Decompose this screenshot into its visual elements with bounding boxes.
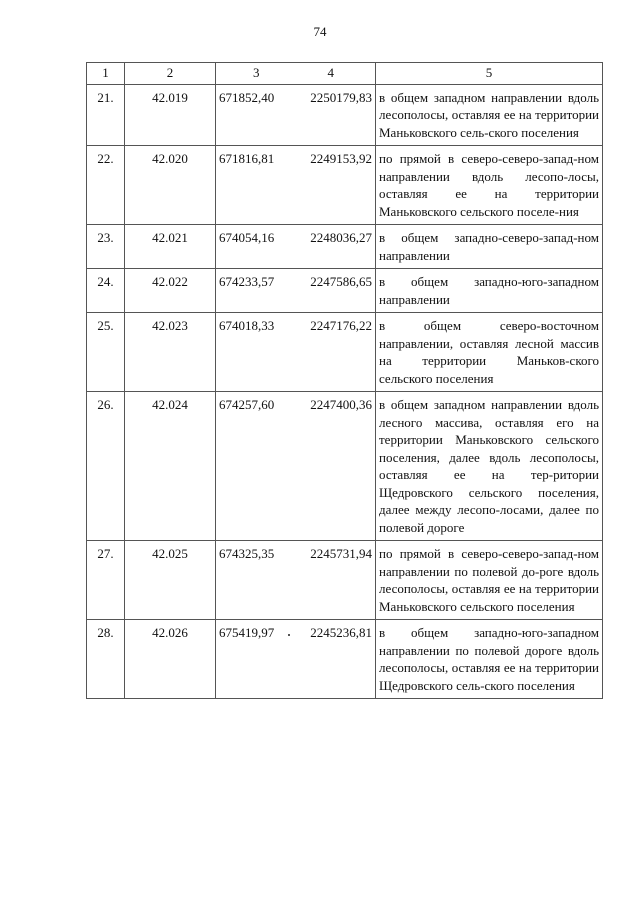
row-number: 21.	[87, 84, 125, 146]
coordinates-cell	[216, 84, 376, 146]
table-row	[87, 313, 603, 392]
point-code: 42.023	[125, 313, 216, 392]
coordinate-y: 2248036,27	[310, 230, 372, 245]
coordinates-cell	[216, 541, 376, 620]
point-code: 42.022	[125, 269, 216, 313]
coordinate-y: 2250179,83	[310, 89, 372, 105]
header-col-2: 2	[125, 63, 216, 85]
point-code: 42.026	[125, 620, 216, 699]
coordinates-cell	[216, 313, 376, 392]
row-number: 22.	[87, 146, 125, 225]
table-header-row	[87, 63, 603, 85]
row-number: 28.	[87, 620, 125, 699]
table-row	[87, 269, 603, 313]
row-number: 24.	[87, 269, 125, 313]
coordinate-y: 2249153,92	[310, 151, 372, 166]
coordinates-cell	[216, 225, 376, 269]
direction-description: в общем западно-юго-западном направлении по полевой дороге вдоль лесополосы, оставляя ее на территории Щедровского сель-ского поселения	[376, 620, 603, 699]
direction-description: в общем северо-восточном направлении, оставляя лесной массив на территории Маньков-ского сельского поселения	[376, 313, 603, 392]
direction-description: в общем западно-северо-запад-ном направлении	[376, 225, 603, 269]
coordinate-x: 674325,35	[219, 546, 275, 561]
header-col-1: 1	[87, 63, 125, 85]
table-row	[87, 225, 603, 269]
coordinate-x: 671852,40	[219, 89, 275, 105]
row-number: 23.	[87, 225, 125, 269]
coordinate-x: 675419,97	[219, 625, 275, 640]
point-code: 42.020	[125, 146, 216, 225]
table-row	[87, 620, 603, 699]
page-number: 74	[313, 24, 327, 39]
point-code: 42.024	[125, 392, 216, 541]
coordinate-x: 671816,81	[219, 151, 275, 166]
header-col-4: 4	[327, 65, 334, 80]
table-row	[87, 541, 603, 620]
coordinate-y: 2247586,65	[310, 274, 372, 289]
table-row	[87, 146, 603, 225]
coordinate-y: 2245236,81	[310, 625, 372, 640]
direction-description: в общем западном направлении вдоль лесополосы, оставляя ее на территории Маньковского сель-ского поселения	[376, 84, 603, 146]
coordinate-x: 674257,60	[219, 397, 275, 412]
point-code: 42.019	[125, 84, 216, 146]
direction-description: в общем западном направлении вдоль лесного массива, оставляя его на территории Маньковского сельского поселения, далее вдоль лесополосы, оставляя ее на тер-ритории Щедровского сельского поселения, далее между лесопо-лосами, далее по полевой дороге	[376, 392, 603, 541]
scan-speck	[288, 634, 290, 636]
row-number: 26.	[87, 392, 125, 541]
row-number: 27.	[87, 541, 125, 620]
coordinate-x: 674233,57	[219, 274, 275, 289]
coordinates-cell	[216, 620, 376, 699]
coordinate-x: 674054,16	[219, 230, 275, 245]
direction-description: по прямой в северо-северо-запад-ном направлении вдоль лесопо-лосы, оставляя ее на территории Маньковского сельского поселе-ния	[376, 146, 603, 225]
direction-description: по прямой в северо-северо-запад-ном направлении по полевой до-роге вдоль лесополосы, оставляя ее на территории Маньковского сельского поселения	[376, 541, 603, 620]
coordinates-cell	[216, 146, 376, 225]
table-row	[87, 84, 603, 146]
coordinate-y: 2247400,36	[310, 397, 372, 412]
point-code: 42.025	[125, 541, 216, 620]
header-col-5: 5	[376, 63, 603, 85]
direction-description: в общем западно-юго-западном направлении	[376, 269, 603, 313]
table-row	[87, 392, 603, 541]
boundary-coordinates-table	[86, 62, 603, 699]
coordinate-y: 2247176,22	[310, 318, 372, 333]
header-col-3: 3	[253, 65, 260, 80]
header-col-3-4	[216, 63, 376, 85]
coordinate-y: 2245731,94	[310, 546, 372, 561]
coordinates-cell	[216, 269, 376, 313]
point-code: 42.021	[125, 225, 216, 269]
coordinates-cell	[216, 392, 376, 541]
row-number: 25.	[87, 313, 125, 392]
coordinate-x: 674018,33	[219, 318, 275, 333]
